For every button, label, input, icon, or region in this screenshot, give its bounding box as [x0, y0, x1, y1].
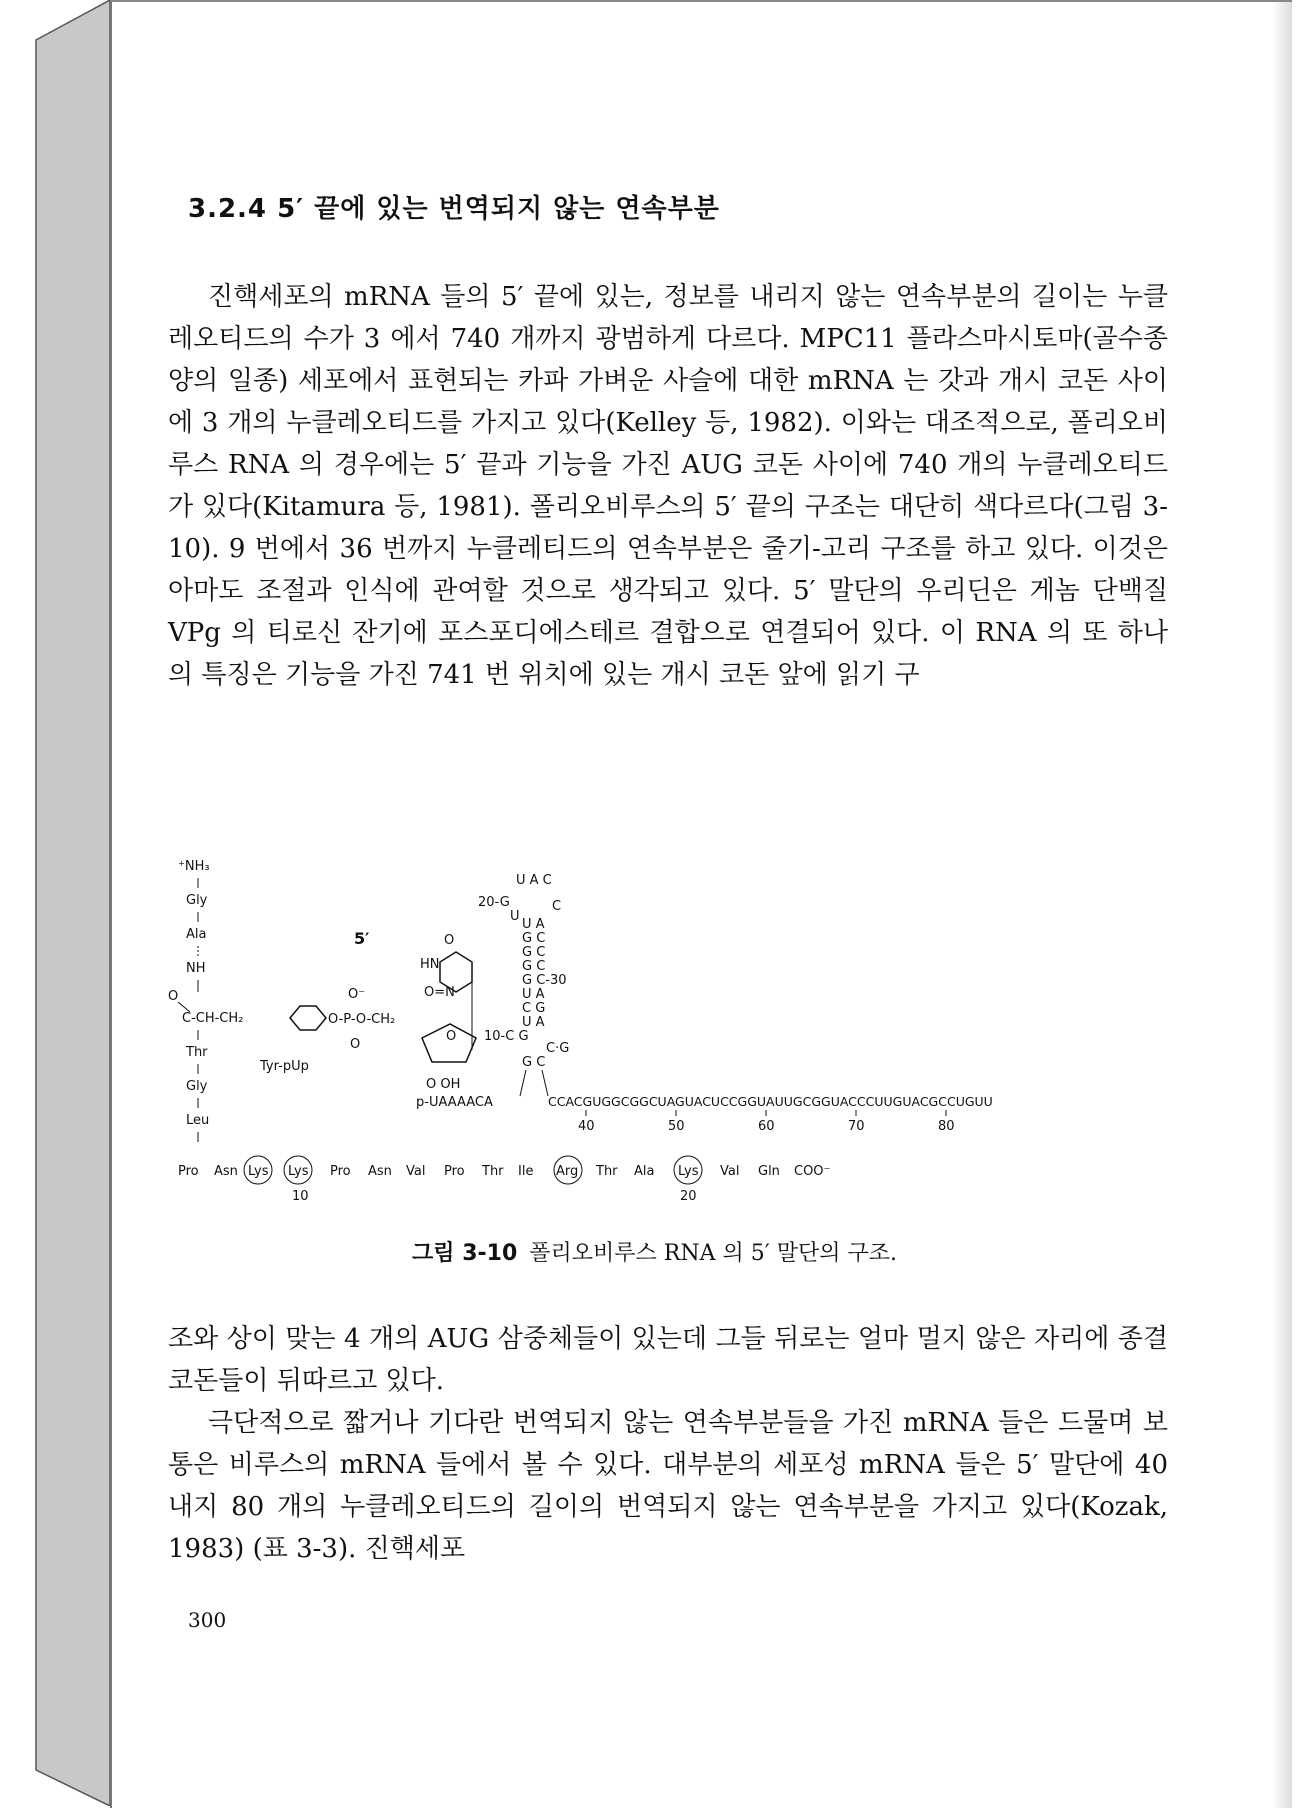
phosphate-bottom: O — [350, 1037, 361, 1052]
polio-rna-structure-diagram — [168, 840, 1168, 1220]
rna-tick-60: 60 — [758, 1119, 775, 1134]
peptide-coo: COO⁻ — [794, 1164, 831, 1179]
peptide-vertical-5: Gly — [186, 1079, 208, 1094]
rna-tick-50: 50 — [668, 1119, 685, 1134]
loop-top: U A C — [516, 873, 552, 888]
book-spine — [0, 0, 110, 1806]
stem-row-6: C G — [522, 1001, 546, 1016]
peptide-tick-20: 20 — [680, 1189, 697, 1204]
peptide-pro-2: Pro — [330, 1164, 351, 1179]
stem-row-3: G C — [522, 959, 546, 974]
peptide-vertical-6: Leu — [186, 1113, 210, 1128]
phosphate-chain: O-P-O-CH₂ — [328, 1012, 396, 1027]
paragraph-2: 조와 상이 맞는 4 개의 AUG 삼중체들이 있는데 그들 뒤로는 얼마 멀지 않은 자리에 종결 코돈들이 뒤따르고 있다. — [168, 1324, 1168, 1396]
peptide-gln: Gln — [758, 1164, 780, 1179]
label-5prime: 5′ — [354, 929, 370, 948]
rna-tick-40: 40 — [578, 1119, 595, 1134]
ring-o-top: O — [444, 933, 455, 948]
body-text-top — [168, 276, 1168, 696]
carbonyl-o: O — [168, 989, 179, 1004]
ring-hn: HN — [420, 957, 440, 972]
stem-row-7: U A — [522, 1015, 545, 1030]
paragraph-1: 진핵세포의 mRNA 들의 5′ 끝에 있는, 정보를 내리지 않는 연속부분의 길이는 누클레오티드의 수가 3 에서 740 개까지 광범하게 다르다. MPC11 플라스마시토마(골수종양의 일종) 세포에서 표현되는 카파 가벼운 사슬에 대한 mRNA 는 갓과 개시 코돈 사이에 3 개의 누클레오티드를 가지고 있다(Kelley 등, 1982). 이와는 대조적으로, 폴리오비루스 RNA 의 경우에는 5′ 끝과 기능을 가진 AUG 코돈 사이에 740 개의 누클레오티드가 있다(Kitamura 등, 1981). 폴리오비루스의 5′ 끝의 구조는 대단히 색다르다(그림 3-10). 9 번에서 36 번까지 누클레티드의 연속부분은 줄기-고리 구조를 하고 있다. 이것은 아마도 조절과 인식에 관여할 것으로 생각되고 있다. 5′ 말단의 우리딘은 게놈 단백질 VPg 의 티로신 잔기에 포스포디에스테르 결합으로 연결되어 있다. 이 RNA 의 또 하나의 특징은 기능을 가진 741 번 위치에 있는 개시 코돈 앞에 읽기 구 — [168, 282, 1168, 690]
paragraph-3: 극단적으로 짧거나 기다란 번역되지 않는 연속부분들을 가진 mRNA 들은 드물며 보통은 비루스의 mRNA 들에서 볼 수 있다. 대부분의 세포성 mRNA 들은 5′ 말단에 40 내지 80 개의 누클레오티드의 길이의 번역되지 않는 연속부분을 가지고 있다(Kozak, 1983) (표 3-3). 진핵세포 — [168, 1408, 1168, 1564]
loop-left: U — [510, 909, 520, 924]
rna-5prime-seq: p-UAAAACA — [416, 1095, 493, 1110]
page-edge-shadow — [1272, 2, 1292, 1808]
phosphate-top: O⁻ — [348, 987, 366, 1002]
caption-text: 폴리오비루스 RNA 의 5′ 말단의 구조. — [529, 1241, 897, 1266]
peptide-pro-3: Pro — [444, 1164, 465, 1179]
peptide-thr-1: Thr — [482, 1164, 504, 1179]
stem-row-1: G C — [522, 931, 546, 946]
peptide-val-1: Val — [406, 1164, 426, 1179]
peptide-ile: Ile — [518, 1164, 534, 1179]
loop-20: 20-G — [478, 895, 510, 910]
rna-tick-80: 80 — [938, 1119, 955, 1134]
body-text-bottom — [168, 1318, 1168, 1570]
tyr-pup-label: Tyr-pUp — [260, 1059, 309, 1074]
sugar-o: O — [446, 1029, 457, 1044]
rna-main-seq: CCACGUGGCGGCUAGUACUCCGGUAUUGCGGUACCCUUGUACGCCUGUU — [548, 1094, 993, 1109]
peptide-val-2: Val — [720, 1164, 740, 1179]
ring-on: O=N — [424, 985, 455, 1000]
peptide-vertical-2: Ala — [186, 927, 207, 942]
peptide-arg: Arg — [556, 1164, 579, 1179]
peptide-vertical-3: NH — [186, 961, 206, 976]
page-number: 300 — [188, 1608, 227, 1632]
stem-row-0: U A — [522, 917, 545, 932]
stem-row-8: 10-C G — [484, 1029, 529, 1044]
peptide-lys-1: Lys — [248, 1164, 269, 1179]
peptide-vertical-1: Gly — [186, 893, 208, 908]
tyrosine-ring — [290, 1006, 326, 1030]
stem-row-5: U A — [522, 987, 545, 1002]
carbonyl-chain: C-CH-CH₂ — [182, 1011, 244, 1026]
section-heading: 3.2.4 5′ 끝에 있는 번역되지 않는 연속부분 — [188, 194, 720, 224]
rna-tick-70: 70 — [848, 1119, 865, 1134]
peptide-lys-3: Lys — [678, 1164, 699, 1179]
peptide-lys-2: Lys — [288, 1164, 309, 1179]
peptide-vertical-4: Thr — [186, 1045, 208, 1060]
loop-right: C — [552, 899, 562, 914]
sugar-oh: O OH — [426, 1077, 461, 1092]
peptide-pro-1: Pro — [178, 1164, 199, 1179]
peptide-asn-1: Asn — [214, 1164, 238, 1179]
peptide-thr-2: Thr — [596, 1164, 618, 1179]
stem-ccg: C·G — [546, 1041, 570, 1056]
peptide-vertical-0: ⁺NH₃ — [178, 859, 210, 874]
stem-row-2: G C — [522, 945, 546, 960]
peptide-asn-2: Asn — [368, 1164, 392, 1179]
figure-3-10 — [168, 840, 1168, 1220]
peptide-ala: Ala — [634, 1164, 655, 1179]
peptide-tick-10: 10 — [292, 1189, 309, 1204]
caption-label: 그림 3-10 — [412, 1241, 518, 1266]
stem-row-4: G C-30 — [522, 973, 567, 988]
stem-row-9: G C — [522, 1055, 546, 1070]
figure-caption — [0, 1236, 1309, 1267]
